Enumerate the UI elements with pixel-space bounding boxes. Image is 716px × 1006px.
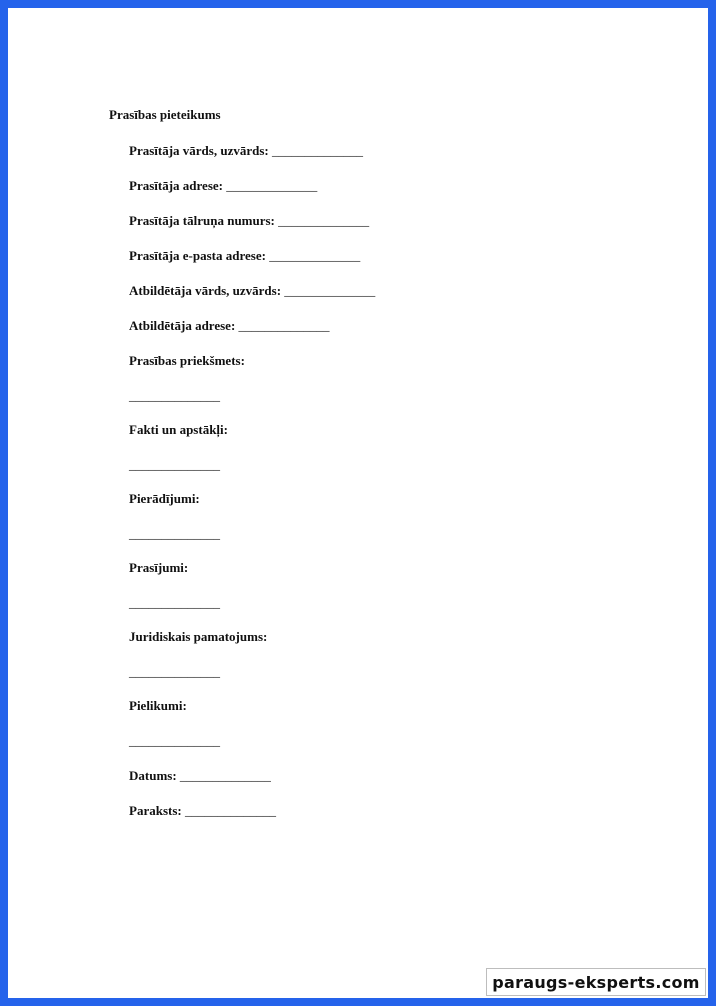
section-subject-blank: ______________ [129, 388, 220, 403]
field-defendant-name [129, 283, 375, 299]
section-legal-basis-blank: ______________ [129, 664, 220, 679]
field-date [129, 768, 271, 784]
blank-line: ______________ [284, 283, 376, 298]
blank-line: ______________ [269, 248, 361, 263]
blank-line: ______________ [184, 803, 276, 818]
section-subject-heading: Prasības priekšmets: [129, 353, 245, 368]
section-claims-blank: ______________ [129, 595, 220, 610]
field-signature [129, 803, 276, 819]
section-legal-basis-heading: Juridiskais pamatojums: [129, 629, 268, 644]
field-plaintiff-name [129, 143, 363, 159]
section-claims-heading: Prasījumi: [129, 560, 189, 575]
field-plaintiff-address [129, 178, 317, 194]
document-page [8, 8, 708, 998]
field-label: Prasītāja adrese: [129, 178, 223, 193]
field-plaintiff-phone [129, 213, 369, 229]
field-label: Prasītāja vārds, uzvārds: [129, 143, 269, 158]
field-label: Atbildētāja adrese: [129, 318, 236, 333]
section-attachments-blank: ______________ [129, 733, 220, 748]
section-evidence-blank: ______________ [129, 526, 220, 541]
section-attachments-heading: Pielikumi: [129, 698, 187, 713]
blank-line: ______________ [238, 318, 330, 333]
field-label: Atbildētāja vārds, uzvārds: [129, 283, 282, 298]
watermark-logo: paraugs-eksperts.com [486, 968, 706, 996]
field-plaintiff-email [129, 248, 360, 264]
section-facts-blank: ______________ [129, 457, 220, 472]
field-defendant-address [129, 318, 330, 334]
blank-line: ______________ [272, 143, 363, 158]
field-label: Prasītāja tālruņa numurs: [129, 213, 275, 228]
section-evidence-heading: Pierādījumi: [129, 491, 200, 506]
field-label: Datums: [129, 768, 177, 783]
section-facts-heading: Fakti un apstākļi: [129, 422, 228, 437]
blank-line: ______________ [179, 768, 271, 783]
blank-line: ______________ [226, 178, 318, 193]
document-title: Prasības pieteikums [109, 107, 221, 122]
field-label: Prasītāja e-pasta adrese: [129, 248, 266, 263]
blank-line: ______________ [278, 213, 370, 228]
field-label: Paraksts: [129, 803, 182, 818]
